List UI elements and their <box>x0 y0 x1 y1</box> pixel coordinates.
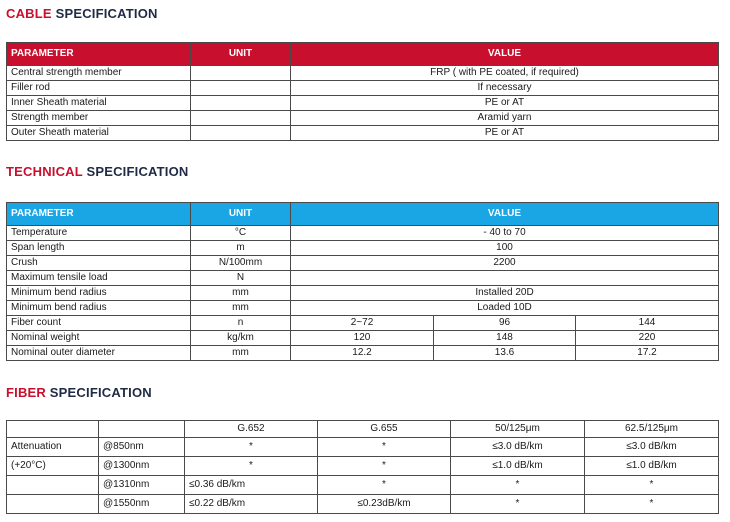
table-row <box>7 316 719 331</box>
technical-header-unit: UNIT <box>191 203 291 226</box>
param-cell: Strength member <box>7 111 191 126</box>
value-cell: If necessary <box>291 81 719 96</box>
param-cell: Central strength member <box>7 66 191 81</box>
unit-cell <box>191 111 291 126</box>
temperature-label: (+20°C) <box>7 457 99 476</box>
value-cell: Installed 20D <box>291 286 719 301</box>
value-cell: ≤0.22 dB/km <box>185 495 318 514</box>
empty-cell <box>7 476 99 495</box>
fiber-header-row <box>7 421 719 438</box>
table-row <box>7 111 719 126</box>
unit-cell: mm <box>191 301 291 316</box>
table-row <box>7 226 719 241</box>
param-cell: Fiber count <box>7 316 191 331</box>
empty-cell <box>7 495 99 514</box>
param-cell: Filler rod <box>7 81 191 96</box>
technical-spec-table <box>6 202 719 361</box>
empty-cell <box>7 421 99 438</box>
value-cell: * <box>451 476 585 495</box>
unit-cell: mm <box>191 346 291 361</box>
table-row <box>7 331 719 346</box>
value-cell: 17.2 <box>576 346 719 361</box>
unit-cell: m <box>191 241 291 256</box>
attenuation-label: Attenuation <box>7 438 99 457</box>
table-row <box>7 346 719 361</box>
fiber-column-50-125: 50/125μm <box>451 421 585 438</box>
wavelength-cell: @1300nm <box>99 457 185 476</box>
cable-header-value: VALUE <box>291 43 719 66</box>
table-row <box>7 241 719 256</box>
fiber-section-title <box>6 385 152 400</box>
param-cell: Maximum tensile load <box>7 271 191 286</box>
fiber-column-g652: G.652 <box>185 421 318 438</box>
unit-cell: mm <box>191 286 291 301</box>
unit-cell: kg/km <box>191 331 291 346</box>
value-cell: 2200 <box>291 256 719 271</box>
value-cell: * <box>185 457 318 476</box>
value-cell: 144 <box>576 316 719 331</box>
fiber-title-rest: SPECIFICATION <box>46 385 152 400</box>
fiber-column-62-5-125: 62.5/125μm <box>585 421 719 438</box>
value-cell: 13.6 <box>434 346 576 361</box>
unit-cell <box>191 96 291 111</box>
value-cell <box>291 271 719 286</box>
table-row <box>7 438 719 457</box>
cable-spec-table <box>6 42 719 141</box>
technical-title-rest: SPECIFICATION <box>82 164 189 179</box>
table-row <box>7 256 719 271</box>
param-cell: Temperature <box>7 226 191 241</box>
param-cell: Minimum bend radius <box>7 286 191 301</box>
unit-cell <box>191 81 291 96</box>
unit-cell: N <box>191 271 291 286</box>
value-cell: * <box>585 495 719 514</box>
value-cell: * <box>318 438 451 457</box>
table-row <box>7 271 719 286</box>
table-row <box>7 66 719 81</box>
param-cell: Crush <box>7 256 191 271</box>
param-cell: Outer Sheath material <box>7 126 191 141</box>
value-cell: Loaded 10D <box>291 301 719 316</box>
technical-header-parameter: PARAMETER <box>7 203 191 226</box>
cable-title-highlight: CABLE <box>6 6 52 21</box>
technical-title-highlight: TECHNICAL <box>6 164 83 179</box>
technical-header-value: VALUE <box>291 203 719 226</box>
value-cell: ≤3.0 dB/km <box>585 438 719 457</box>
fiber-spec-table <box>6 420 719 514</box>
value-cell: Aramid yarn <box>291 111 719 126</box>
value-cell: - 40 to 70 <box>291 226 719 241</box>
value-cell: FRP ( with PE coated, if required) <box>291 66 719 81</box>
table-row <box>7 96 719 111</box>
value-cell: 148 <box>434 331 576 346</box>
table-row <box>7 301 719 316</box>
unit-cell: °C <box>191 226 291 241</box>
value-cell: * <box>318 476 451 495</box>
value-cell: 2~72 <box>291 316 434 331</box>
value-cell: 120 <box>291 331 434 346</box>
wavelength-cell: @1310nm <box>99 476 185 495</box>
value-cell: ≤1.0 dB/km <box>585 457 719 476</box>
param-cell: Nominal outer diameter <box>7 346 191 361</box>
table-row <box>7 495 719 514</box>
wavelength-cell: @1550nm <box>99 495 185 514</box>
value-cell: ≤3.0 dB/km <box>451 438 585 457</box>
cable-header-unit: UNIT <box>191 43 291 66</box>
table-row <box>7 126 719 141</box>
value-cell: 100 <box>291 241 719 256</box>
fiber-title-highlight: FIBER <box>6 385 46 400</box>
param-cell: Span length <box>7 241 191 256</box>
value-cell: * <box>585 476 719 495</box>
table-row <box>7 286 719 301</box>
value-cell: ≤0.23dB/km <box>318 495 451 514</box>
unit-cell: N/100mm <box>191 256 291 271</box>
table-row <box>7 457 719 476</box>
value-cell: ≤1.0 dB/km <box>451 457 585 476</box>
technical-section-title <box>6 164 189 179</box>
value-cell: * <box>318 457 451 476</box>
param-cell: Inner Sheath material <box>7 96 191 111</box>
value-cell: 220 <box>576 331 719 346</box>
technical-header-row <box>7 203 719 226</box>
wavelength-cell: @850nm <box>99 438 185 457</box>
cable-header-row <box>7 43 719 66</box>
param-cell: Nominal weight <box>7 331 191 346</box>
cable-section-title <box>6 6 158 21</box>
unit-cell: n <box>191 316 291 331</box>
value-cell: * <box>451 495 585 514</box>
value-cell: 96 <box>434 316 576 331</box>
unit-cell <box>191 126 291 141</box>
value-cell: PE or AT <box>291 96 719 111</box>
param-cell: Minimum bend radius <box>7 301 191 316</box>
value-cell: * <box>185 438 318 457</box>
value-cell: ≤0.36 dB/km <box>185 476 318 495</box>
cable-header-parameter: PARAMETER <box>7 43 191 66</box>
empty-cell <box>99 421 185 438</box>
unit-cell <box>191 66 291 81</box>
fiber-column-g655: G.655 <box>318 421 451 438</box>
cable-title-rest: SPECIFICATION <box>51 6 158 21</box>
table-row <box>7 81 719 96</box>
table-row <box>7 476 719 495</box>
value-cell: PE or AT <box>291 126 719 141</box>
value-cell: 12.2 <box>291 346 434 361</box>
